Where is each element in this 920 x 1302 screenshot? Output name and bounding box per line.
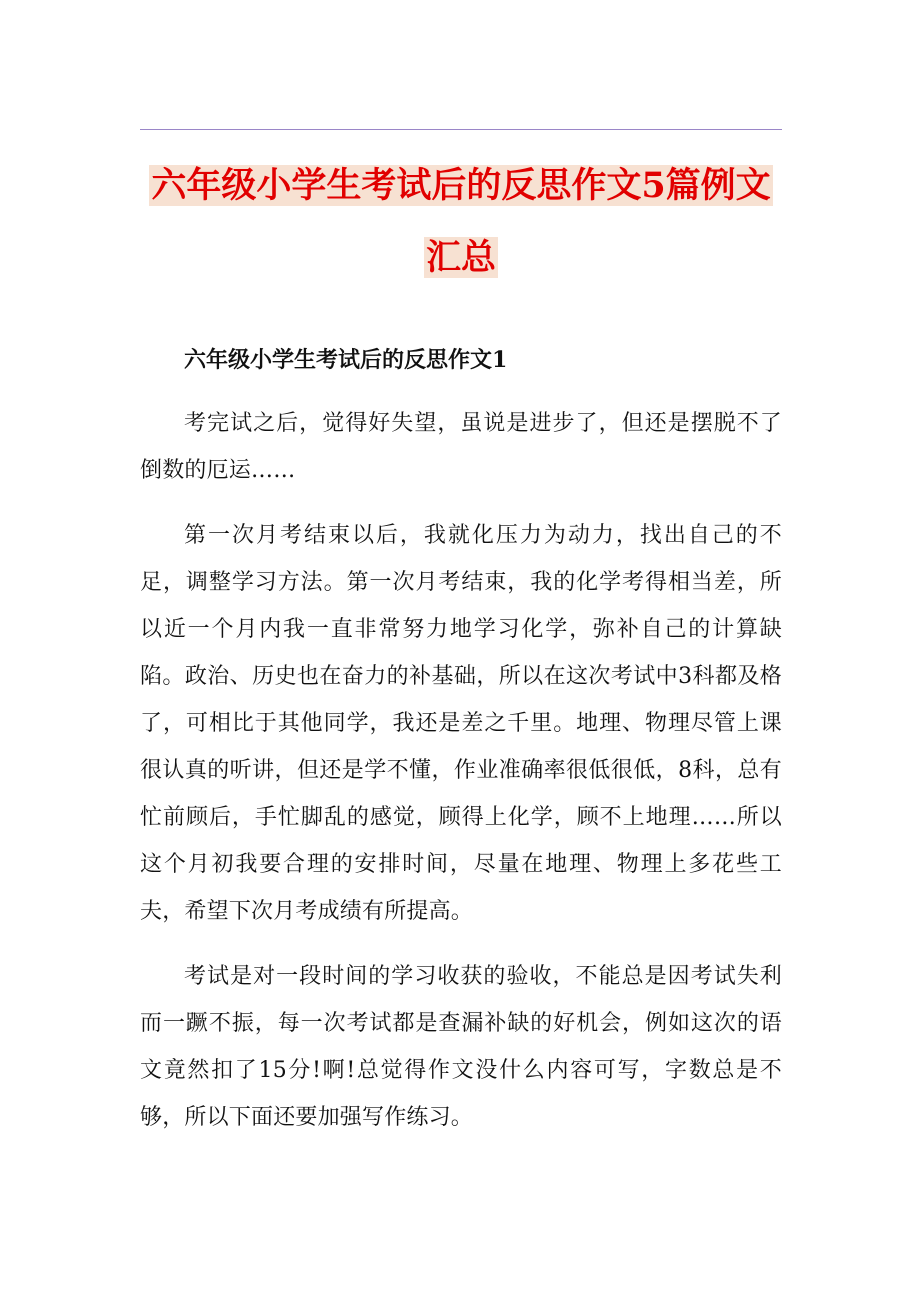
article-body — [140, 335, 782, 1159]
top-divider — [140, 129, 782, 130]
title-line-2: 汇总 — [425, 237, 496, 278]
section-heading: 六年级小学生考试后的反思作文1 — [184, 347, 508, 373]
paragraph-2: 第一次月考结束以后，我就化压力为动力，找出自己的不足，调整学习方法。第一次月考结束，我的化学考得相当差，所以近一个月内我一直非常努力地学习化学，弥补自己的计算缺陷。政治、历史也在奋力的补基础，所以在这次考试中3科都及格了，可相比于其他同学，我还是差之千里。地理、物理尽管上课很认真的听讲，但还是学不懂，作业准确率很低很低，8科，总有忙前顾后，手忙脚乱的感觉，顾得上化学，顾不上地理……所以这个月初我要合理的安排时间，尽量在地理、物理上多花些工夫，希望下次月考成绩有所提高。 — [140, 523, 782, 924]
title-line-1: 六年级小学生考试后的反思作文5篇例文 — [151, 165, 771, 206]
paragraph-3: 考试是对一段时间的学习收获的验收，不能总是因考试失利而一蹶不振，每一次考试都是查漏补缺的好机会，例如这次的语文竟然扣了15分!啊!总觉得作文没什么内容可写，字数总是不够，所以下面还要加强写作练习。 — [140, 964, 782, 1130]
page-title — [140, 150, 782, 294]
paragraph-1: 考完试之后，觉得好失望，虽说是进步了，但还是摆脱不了倒数的厄运…… — [140, 411, 782, 483]
